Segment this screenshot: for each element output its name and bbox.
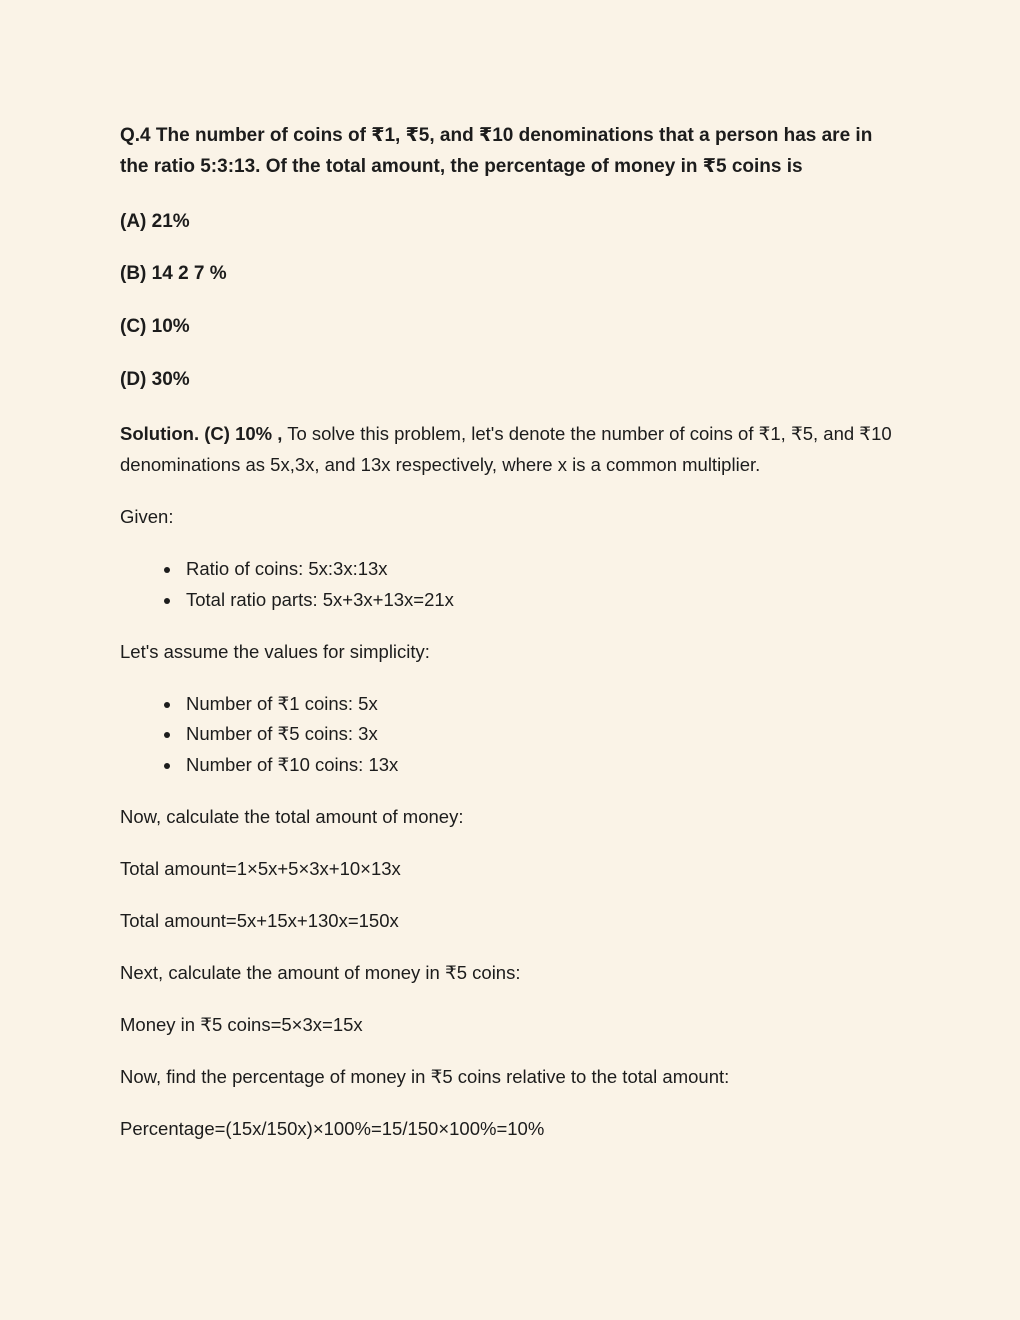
assume-label: Let's assume the values for simplicity: — [120, 640, 430, 662]
solution-step: Now, calculate the total amount of money: — [120, 806, 464, 828]
option-c: (C) 10% — [120, 315, 190, 337]
option-d: (D) 30% — [120, 368, 190, 390]
solution-step: Now, find the percentage of money in ₹5 coins relative to the total amount: — [120, 1065, 730, 1087]
solution-equation: Percentage=(15x/150x)×100%=15/150×100%=10% — [120, 1117, 545, 1139]
given-bullet-list — [120, 554, 894, 616]
solution-equation: Money in ₹5 coins=5×3x=15x — [120, 1013, 363, 1035]
assume-item: • Number of ₹5 coins: 3x — [182, 719, 894, 750]
solution-equation: Total amount=5x+15x+130x=150x — [120, 910, 399, 932]
solution-equation: Total amount=1×5x+5×3x+10×13x — [120, 858, 401, 880]
assume-item: • Number of ₹1 coins: 5x — [182, 689, 894, 720]
given-item: • Ratio of coins: 5x:3x:13x — [182, 554, 894, 585]
assume-item: • Number of ₹10 coins: 13x — [182, 750, 894, 781]
assume-bullet-list — [120, 689, 894, 782]
option-b: (B) 14 2 7 % — [120, 263, 227, 285]
solution-step: Next, calculate the amount of money in ₹5 coins: — [120, 961, 521, 983]
solution-lead-text: To solve this problem, let's denote the number of coins of ₹1, ₹5, and ₹10 denominations as 5x,3x, and 13x respectively, where x is a common multiplier. — [120, 423, 892, 476]
question-text: Q.4 The number of coins of ₹1, ₹5, and ₹10 denominations that a person has are in the ratio 5:3:13. Of the total amount, the percentage of money in ₹5 coins is — [120, 125, 873, 178]
given-item: • Total ratio parts: 5x+3x+13x=21x — [182, 585, 894, 616]
option-a: (A) 21% — [120, 210, 190, 232]
options-list — [120, 209, 894, 393]
solution-lead-paragraph — [120, 419, 894, 481]
given-label: Given: — [120, 506, 174, 528]
solution-answer-label: Solution. (C) 10% , — [120, 423, 283, 445]
